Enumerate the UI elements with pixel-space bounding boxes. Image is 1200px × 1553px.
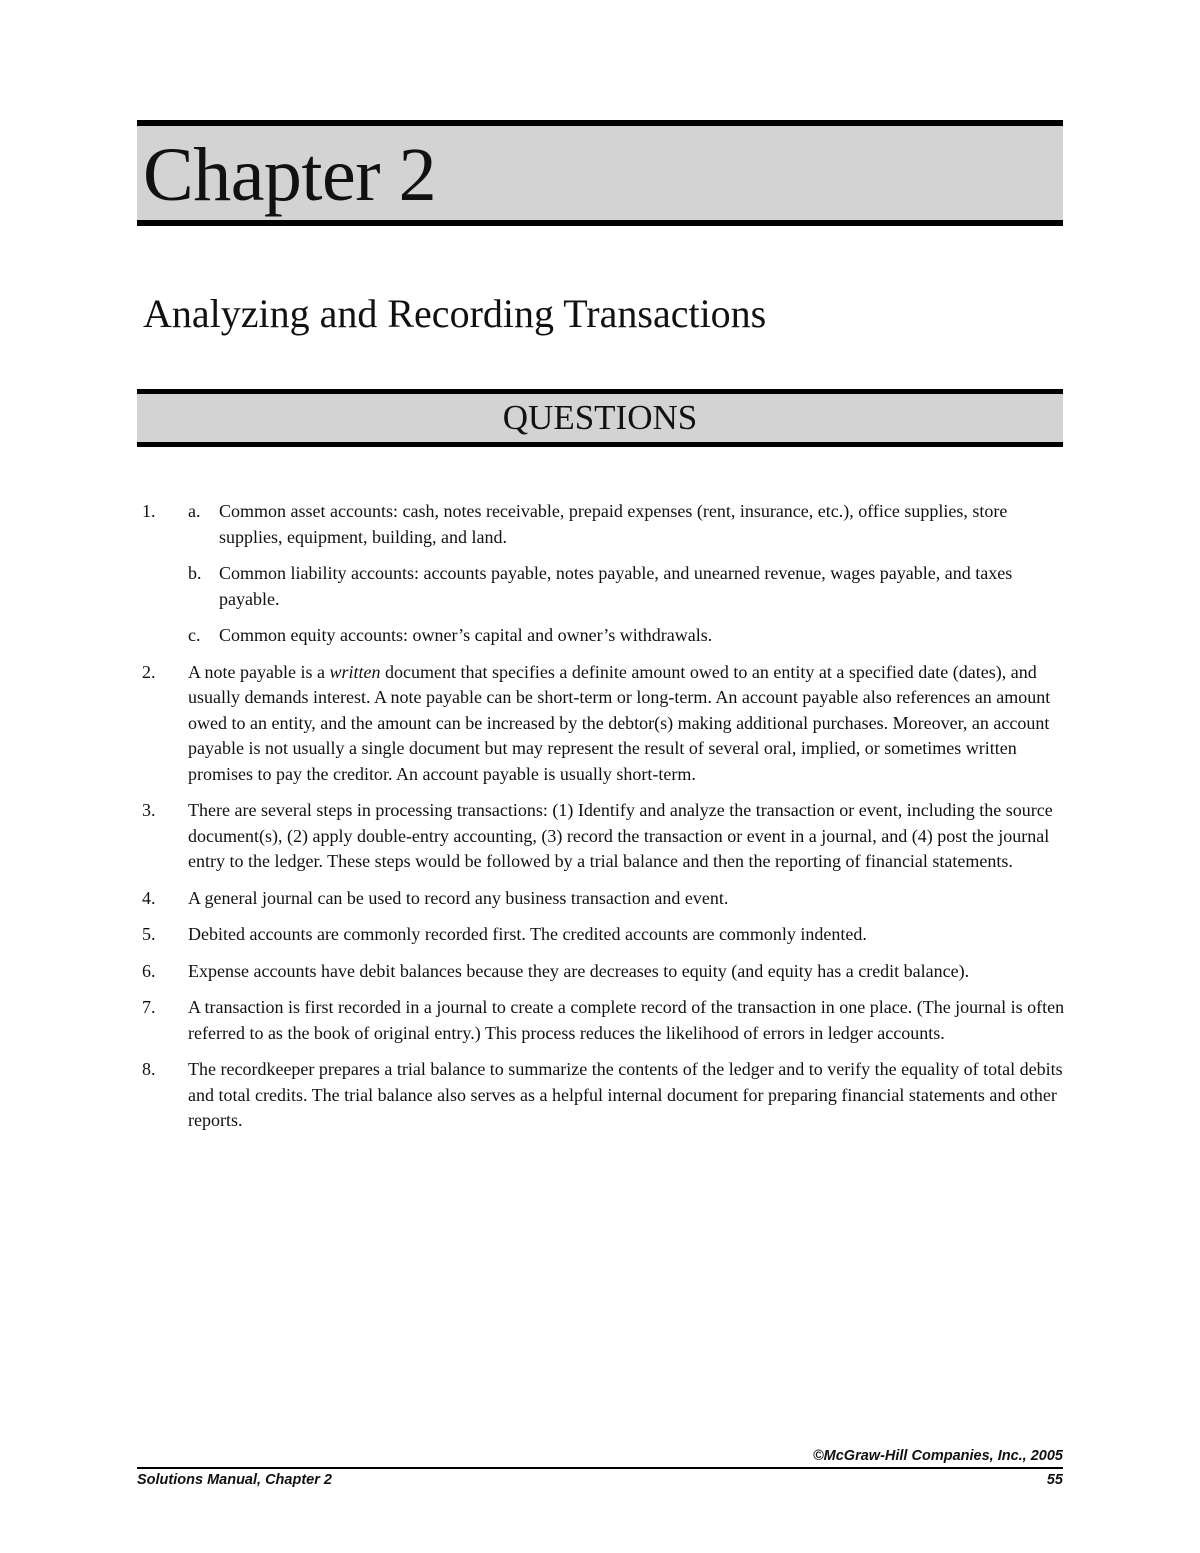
page-number: 55 (1046, 1472, 1063, 1488)
question-number: 5. (142, 924, 156, 944)
part-letter: c. (188, 625, 201, 645)
footer-row (137, 1469, 1063, 1489)
question-4 (137, 886, 1067, 912)
question-text: There are several steps in processing transactions: (1) Identify and analyze the transaction or event, including the source document(s), (2) apply double-entry accounting, (3) record the transaction or event in a journal, and (4) post the journal entry to the ledger. These steps would be followed by a trial balance and then the reporting of financial statements. (188, 800, 1053, 871)
chapter-banner (137, 120, 1063, 226)
question-2 (137, 660, 1067, 788)
question-number: 1. (142, 501, 156, 521)
chapter-subtitle: Analyzing and Recording Transactions (143, 291, 767, 336)
section-banner (137, 389, 1063, 447)
question-number: 6. (142, 960, 156, 981)
question-text-start: A note payable is a (188, 661, 330, 682)
chapter-title: Chapter 2 (143, 133, 437, 217)
manual-title: Solutions Manual, Chapter 2 (137, 1472, 332, 1488)
question-1 (137, 499, 1067, 649)
copyright-notice: ©McGraw-Hill Companies, Inc., 2005 (137, 1447, 1063, 1469)
question-text: The recordkeeper prepares a trial balance to summarize the contents of the ledger and to verify the equality of total debits and total credits. The trial balance also serves as a helpful internal document for preparing financial statements and other reports. (188, 1059, 1063, 1130)
question-number: 3. (142, 800, 156, 820)
part-text: Common equity accounts: owner’s capital and owner’s withdrawals. (219, 625, 713, 645)
emphasized-word: written (329, 661, 381, 682)
part-letter: b. (188, 563, 202, 583)
question-number: 8. (142, 1059, 156, 1079)
question-text (188, 662, 1050, 784)
question-1-part-b (188, 561, 1067, 612)
question-text: Expense accounts have debit balances because they are decreases to equity (and equity has a credit balance). (188, 960, 970, 981)
question-text-end: document that specifies a definite amount owed to an entity at a specified date (dates), and usually demands interest. A note payable can be short-term or long-term. An account payable also references an amount owed to an entity, and the amount can be increased by the debtor(s) making additional purchases. Moreover, an account payable is not usually a single document but may represent the result of several oral, implied, or sometimes written promises to pay the creditor. An account payable is usually short-term. (188, 661, 1051, 784)
question-number: 7. (142, 997, 156, 1017)
question-3 (137, 798, 1067, 875)
question-5 (137, 922, 1067, 948)
question-text: A general journal can be used to record any business transaction and event. (188, 887, 729, 908)
questions-list (137, 499, 1067, 1145)
question-number: 2. (142, 661, 156, 682)
question-number: 4. (142, 887, 156, 908)
question-1-part-a (188, 499, 1067, 550)
page-footer (137, 1447, 1063, 1489)
question-text: Debited accounts are commonly recorded first. The credited accounts are commonly indented. (188, 924, 867, 944)
question-8 (137, 1057, 1067, 1134)
part-text: Common liability accounts: accounts payable, notes payable, and unearned revenue, wages payable, and taxes payable. (219, 563, 1013, 609)
question-6 (137, 959, 1067, 985)
question-7 (137, 995, 1067, 1046)
part-text: Common asset accounts: cash, notes receivable, prepaid expenses (rent, insurance, etc.), office supplies, store supplies, equipment, building, and land. (219, 501, 1008, 547)
section-title: QUESTIONS (502, 398, 698, 437)
question-1-part-c (188, 623, 1067, 649)
part-letter: a. (188, 501, 201, 521)
question-text: A transaction is first recorded in a journal to create a complete record of the transaction in one place. (The journal is often referred to as the book of original entry.) This process reduces the likelihood of errors in ledger accounts. (188, 997, 1065, 1043)
